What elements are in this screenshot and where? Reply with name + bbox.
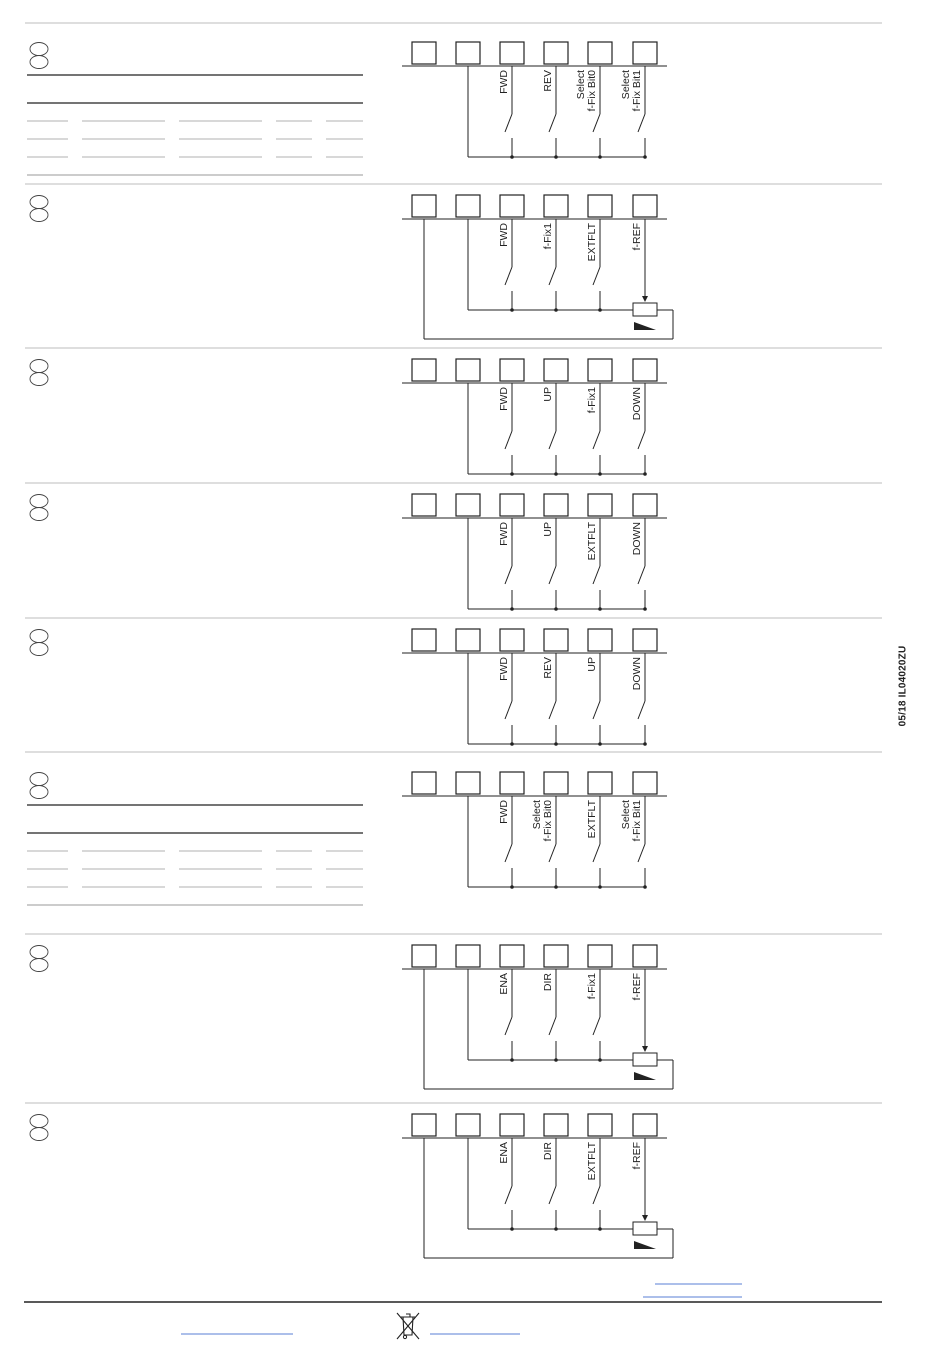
terminal-box [456, 359, 480, 381]
input-label-text: FWD [498, 387, 510, 411]
input-label [586, 521, 598, 560]
junction-dot [598, 472, 602, 476]
terminal-box [500, 42, 524, 64]
terminal-box [633, 945, 657, 967]
potentiometer-box [633, 1053, 657, 1066]
switch-contact [549, 1017, 556, 1035]
input-label-text: DOWN [631, 387, 643, 421]
terminal-box [500, 494, 524, 516]
wiring-section-1 [27, 42, 667, 175]
input-label-text: Select [531, 800, 543, 830]
input-label-text: EXTFLT [586, 800, 598, 839]
terminal-box [500, 1114, 524, 1136]
terminal-box [412, 772, 436, 794]
section-marker-circle-top [30, 946, 48, 959]
terminal-box [412, 494, 436, 516]
input-label-text: f-Fix Bit1 [631, 800, 643, 842]
input-label-text: EXTFLT [586, 522, 598, 561]
input-label [631, 1142, 643, 1169]
switch-contact [593, 701, 600, 719]
junction-dot [598, 607, 602, 611]
switch-contact [549, 701, 556, 719]
input-label [575, 70, 598, 112]
switch-contact [505, 701, 512, 719]
terminal-box [633, 772, 657, 794]
ramp-symbol [634, 1072, 656, 1080]
document-code-text: 05/18 IL04020ZU [897, 645, 909, 727]
switch-contact [593, 1017, 600, 1035]
switch-contact [593, 431, 600, 449]
terminal-box [456, 1114, 480, 1136]
input-label-text: f-Fix1 [586, 973, 598, 1000]
junction-dot [510, 472, 514, 476]
junction-dot [643, 885, 647, 889]
input-label [542, 1142, 554, 1161]
wiring-section-2 [30, 195, 673, 339]
input-label-text: REV [542, 70, 554, 92]
junction-dot [643, 155, 647, 159]
terminal-box [544, 359, 568, 381]
section-marker-circle-bottom [30, 508, 48, 521]
section-marker-circle-bottom [30, 786, 48, 799]
input-label-text: f-REF [631, 1142, 643, 1170]
terminal-box [588, 195, 612, 217]
terminal-box [544, 494, 568, 516]
terminal-box [544, 195, 568, 217]
input-label-text: DIR [542, 1142, 554, 1161]
input-label-text: EXTFLT [586, 223, 598, 262]
section-marker-circle-top [30, 1115, 48, 1128]
input-label [498, 1142, 510, 1164]
junction-dot [643, 607, 647, 611]
junction-dot [643, 472, 647, 476]
terminal-box [456, 494, 480, 516]
switch-contact [549, 431, 556, 449]
switch-contact [505, 267, 512, 285]
switch-contact [593, 1186, 600, 1204]
input-label [586, 657, 598, 672]
input-label [498, 973, 510, 995]
input-label [586, 1141, 598, 1180]
terminal-box [456, 195, 480, 217]
settings-table [27, 75, 363, 175]
input-label-text: f-Fix Bit1 [631, 70, 643, 112]
ramp-symbol [634, 322, 656, 330]
switch-contact [638, 566, 645, 584]
terminal-box [456, 42, 480, 64]
input-label-text: ENA [498, 1142, 510, 1164]
input-label-text: f-Fix Bit0 [586, 70, 598, 112]
terminal-box [500, 772, 524, 794]
input-label-text: EXTFLT [586, 1142, 598, 1181]
section-marker-circle-bottom [30, 373, 48, 386]
switch-contact [638, 701, 645, 719]
input-label [498, 70, 510, 94]
page-footer [24, 1284, 882, 1339]
terminal-box [412, 195, 436, 217]
junction-dot [510, 1058, 514, 1062]
switch-contact [505, 844, 512, 862]
switch-contact [549, 566, 556, 584]
terminal-box [500, 629, 524, 651]
input-label-text: FWD [498, 522, 510, 546]
junction-dot [598, 155, 602, 159]
junction-dot [510, 742, 514, 746]
input-label [631, 657, 643, 690]
terminal-box [500, 195, 524, 217]
junction-dot [598, 885, 602, 889]
section-marker-circle-top [30, 630, 48, 643]
input-label [542, 657, 554, 679]
wiring-section-4 [30, 494, 667, 611]
section-marker-circle-top [30, 773, 48, 786]
wiper-arrow [642, 1046, 648, 1052]
input-label-text: f-REF [631, 223, 643, 251]
terminal-box [588, 1114, 612, 1136]
input-label [586, 387, 598, 413]
terminal-box [544, 1114, 568, 1136]
input-label [586, 799, 598, 838]
crossed-out-wheelie-bin-icon [397, 1313, 419, 1339]
switch-contact [549, 844, 556, 862]
input-label-text: f-Fix1 [542, 223, 554, 250]
terminal-box [412, 42, 436, 64]
switch-contact [549, 267, 556, 285]
input-label-text: ENA [498, 973, 510, 995]
wiring-section-5 [30, 629, 667, 746]
switch-contact [505, 1186, 512, 1204]
terminal-box [588, 359, 612, 381]
input-label-text: FWD [498, 70, 510, 94]
terminal-box [500, 359, 524, 381]
switch-contact [549, 114, 556, 132]
input-label [631, 973, 643, 1000]
switch-contact [505, 431, 512, 449]
input-label [542, 70, 554, 92]
section-marker-circle-bottom [30, 209, 48, 222]
wiper-arrow [642, 296, 648, 302]
section-marker-circle-top [30, 43, 48, 56]
section-marker-circle-bottom [30, 959, 48, 972]
terminal-box [588, 629, 612, 651]
terminal-box [588, 494, 612, 516]
potentiometer-box [633, 1222, 657, 1235]
terminal-box [412, 629, 436, 651]
terminal-box [544, 945, 568, 967]
input-label [498, 223, 510, 247]
switch-contact [638, 114, 645, 132]
junction-dot [554, 1058, 558, 1062]
input-label-text: DIR [542, 973, 554, 992]
junction-dot [510, 885, 514, 889]
terminal-box [633, 629, 657, 651]
input-label-text: DOWN [631, 657, 643, 691]
switch-contact [549, 1186, 556, 1204]
terminal-box [633, 494, 657, 516]
terminal-box [456, 772, 480, 794]
junction-dot [510, 155, 514, 159]
terminal-box [633, 1114, 657, 1136]
section-marker-circle-top [30, 495, 48, 508]
input-label [498, 522, 510, 546]
input-label [620, 70, 643, 112]
terminal-box [544, 629, 568, 651]
junction-dot [510, 308, 514, 312]
junction-dot [643, 742, 647, 746]
input-label [542, 387, 554, 402]
terminal-box [633, 195, 657, 217]
terminal-box [588, 42, 612, 64]
switch-contact [638, 844, 645, 862]
junction-dot [598, 742, 602, 746]
switch-contact [505, 566, 512, 584]
wiring-section-7 [30, 945, 673, 1089]
input-label [498, 657, 510, 681]
section-marker-circle-top [30, 196, 48, 209]
switch-contact [505, 114, 512, 132]
junction-dot [554, 308, 558, 312]
settings-table [27, 805, 363, 905]
input-label [631, 522, 643, 555]
section-marker-circle-bottom [30, 56, 48, 69]
bin-wheel [403, 1335, 406, 1338]
input-label-text: REV [542, 657, 554, 679]
terminal-box [588, 772, 612, 794]
terminal-box [500, 945, 524, 967]
terminal-box [412, 359, 436, 381]
wiring-section-8 [30, 1114, 673, 1258]
terminal-box [633, 42, 657, 64]
junction-dot [554, 1227, 558, 1231]
wiper-arrow [642, 1215, 648, 1221]
input-label-text: Select [620, 70, 632, 100]
input-label-text: Select [575, 70, 587, 100]
wiring-section-6 [27, 772, 667, 905]
terminal-box [412, 1114, 436, 1136]
input-label [542, 973, 554, 992]
terminal-box [544, 772, 568, 794]
input-label-text: FWD [498, 223, 510, 247]
ramp-symbol [634, 1241, 656, 1249]
switch-contact [593, 114, 600, 132]
terminal-box [456, 945, 480, 967]
junction-dot [554, 742, 558, 746]
terminal-box [633, 359, 657, 381]
switch-contact [505, 1017, 512, 1035]
section-marker-circle-bottom [30, 643, 48, 656]
input-label [586, 222, 598, 261]
input-label [631, 223, 643, 250]
input-label-text: f-Fix1 [586, 387, 598, 414]
input-label [620, 800, 643, 842]
junction-dot [510, 607, 514, 611]
terminal-box [544, 42, 568, 64]
switch-contact [593, 267, 600, 285]
input-label-text: f-Fix Bit0 [542, 800, 554, 842]
input-label-text: f-REF [631, 973, 643, 1001]
switch-contact [593, 844, 600, 862]
potentiometer-box [633, 303, 657, 316]
input-label-text: UP [542, 522, 554, 537]
input-label [631, 387, 643, 420]
junction-dot [554, 885, 558, 889]
switch-contact [593, 566, 600, 584]
input-label-text: FWD [498, 800, 510, 824]
input-label-text: FWD [498, 657, 510, 681]
input-label-text: Select [620, 800, 632, 830]
junction-dot [554, 155, 558, 159]
input-label-text: UP [542, 387, 554, 402]
input-label-text: DOWN [631, 522, 643, 556]
junction-dot [510, 1227, 514, 1231]
input-label [542, 223, 554, 249]
input-label [498, 387, 510, 411]
wiring-section-3 [30, 359, 667, 476]
terminal-box [412, 945, 436, 967]
input-label [542, 522, 554, 537]
section-marker-circle-bottom [30, 1128, 48, 1141]
terminal-box [456, 629, 480, 651]
terminal-box [588, 945, 612, 967]
junction-dot [554, 607, 558, 611]
switch-contact [638, 431, 645, 449]
input-label [498, 800, 510, 824]
junction-dot [554, 472, 558, 476]
input-label-text: UP [586, 657, 598, 672]
section-marker-circle-top [30, 360, 48, 373]
input-label [531, 800, 554, 842]
input-label [586, 973, 598, 999]
